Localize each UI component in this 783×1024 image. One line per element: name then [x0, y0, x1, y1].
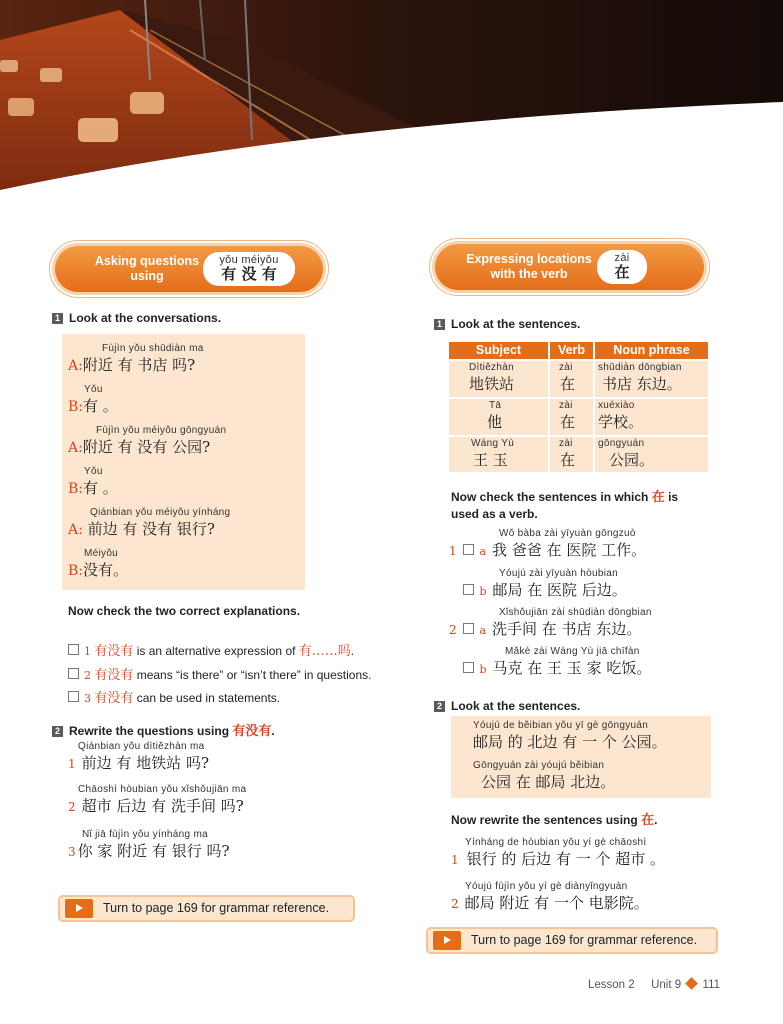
footer-unit: Unit 9: [651, 979, 682, 991]
section-title: Look at the conversations.: [69, 311, 222, 325]
conversation-box: [62, 334, 305, 590]
hanzi: 在: [560, 375, 576, 393]
section-heading-2: [434, 699, 580, 713]
item-number: 1: [68, 757, 76, 771]
section-heading-2: [52, 720, 275, 739]
hanzi: 你 家 附近 有 银行 吗?: [77, 842, 230, 860]
diamond-icon: [685, 977, 698, 990]
instruction-end: .: [654, 813, 658, 827]
option-text: is an alternative expression of: [133, 644, 299, 658]
instruction-hanzi: 在: [641, 813, 655, 828]
item-number: 2: [451, 897, 459, 911]
option-hanzi: 有没有: [94, 644, 134, 659]
pinyin: Fùjìn yǒu shūdiàn ma: [102, 343, 204, 354]
table-cell: [550, 399, 593, 435]
item-letter: b: [479, 585, 487, 598]
table-header: Noun phrase: [595, 342, 708, 359]
table-header: Verb: [550, 342, 593, 359]
section-number: 2: [434, 701, 445, 712]
pinyin: Yínháng de hòubian yǒu yí gè chāoshì: [465, 837, 647, 848]
instruction-text: Now check the sentences in which: [451, 490, 652, 504]
item-letter: a: [479, 624, 487, 637]
pinyin: Tā: [489, 400, 502, 411]
rewrite-instructions: [451, 809, 657, 828]
pinyin: Yóujú de běibian yǒu yī gè gōngyuán: [473, 720, 649, 731]
pill-pinyin: yǒu méiyǒu: [219, 254, 279, 266]
option-text: means “is there” or “isn’t there” in questions.: [133, 668, 372, 682]
checkbox[interactable]: [463, 623, 474, 634]
option-2[interactable]: [68, 664, 371, 683]
item-number: 1: [451, 853, 459, 867]
conversation-line: [68, 343, 204, 375]
option-hanzi: 有没有: [94, 668, 134, 683]
hanzi: 公园 在 邮局 北边。: [481, 773, 616, 791]
pinyin: Yǒu: [84, 384, 103, 395]
instruction-hanzi: 在: [651, 490, 665, 505]
option-hanzi-2: 有……吗: [298, 644, 351, 659]
hanzi: 邮局 附近 有 一个 电影院。: [464, 894, 649, 912]
checkbox[interactable]: [68, 691, 79, 702]
table-cell: [595, 399, 708, 435]
hanzi: 附近 有 书店 吗?: [82, 356, 196, 374]
hanzi: 书店 东边。: [602, 375, 682, 393]
play-arrow-icon: [433, 931, 461, 950]
pill-title-line2: with the verb: [490, 267, 568, 281]
pinyin: Qiánbian yǒu dìtiězhàn ma: [78, 741, 205, 752]
speaker-label: B:: [68, 563, 84, 579]
instruction-text: is: [664, 490, 679, 504]
section-heading-1: [434, 317, 580, 331]
play-arrow-icon: [65, 899, 93, 918]
option-hanzi: 有没有: [94, 691, 134, 706]
rewrite-item-2: [451, 881, 649, 913]
rewrite-item-3: [68, 829, 230, 861]
checkbox[interactable]: [68, 644, 79, 655]
footer-page-number: 111: [702, 979, 721, 991]
table-cell: [449, 437, 548, 472]
section-title: Rewrite the questions using: [69, 724, 233, 738]
table-cell: [595, 437, 708, 472]
hanzi: 邮局 的 北边 有 一 个 公园。: [473, 733, 667, 751]
hanzi: 附近 有 没有 公园?: [82, 438, 211, 456]
grammar-reference-link[interactable]: [427, 928, 717, 953]
table-cell: [449, 361, 548, 397]
item-number: 2: [68, 800, 76, 814]
item-number: 3: [68, 845, 76, 859]
sentence-2b[interactable]: [449, 646, 651, 678]
conversation-line: [68, 384, 118, 416]
option-3[interactable]: [68, 687, 280, 706]
pinyin: Yóujú zài yīyuàn hòubian: [499, 568, 618, 579]
night-traffic-photo: [0, 0, 783, 200]
hanzi: 学校。: [598, 413, 644, 431]
pinyin: Chāoshì hòubian yǒu xǐshǒujiān ma: [78, 784, 247, 795]
option-number: 1: [84, 645, 91, 658]
grammar-reference-text: Turn to page 169 for grammar reference.: [471, 933, 698, 947]
conversation-line: [68, 425, 226, 457]
table-cell: [550, 437, 593, 472]
table-cell: [595, 361, 708, 397]
hanzi: 前边 有 没有 银行?: [82, 520, 215, 538]
hanzi: 在: [560, 413, 576, 431]
checkbox[interactable]: [463, 662, 474, 673]
grammar-pill-zai: [435, 244, 704, 290]
footer-lesson: Lesson 2: [588, 979, 635, 991]
section-number: 2: [52, 726, 63, 737]
table-cell: [449, 399, 548, 435]
instruction-text: Now rewrite the sentences using: [451, 813, 642, 827]
example-sentence-2: [473, 760, 615, 792]
example-box: [451, 716, 711, 798]
hanzi: 邮局 在 医院 后边。: [492, 581, 627, 599]
check-instructions: Now check the two correct explanations.: [68, 604, 301, 618]
pill-title-line2: using: [130, 269, 164, 283]
pinyin: Dìtiězhàn: [469, 362, 514, 373]
pill-hanzi: 有 没 有: [221, 265, 277, 283]
speaker-label: B:: [68, 399, 84, 415]
hanzi: 超市 后边 有 洗手间 吗?: [81, 797, 244, 815]
pill-title-line1: Expressing locations: [466, 252, 592, 266]
example-sentence-1: [473, 720, 667, 752]
hanzi: 马克 在 王 玉 家 吃饭。: [492, 659, 652, 677]
pinyin: Xǐshǒujiān zài shūdiàn dōngbian: [499, 607, 652, 618]
pill-chinese-bubble: [597, 250, 647, 284]
hanzi: 在: [560, 451, 576, 469]
rewrite-item-2: [68, 784, 246, 816]
option-end: .: [350, 644, 355, 658]
option-number: 3: [84, 692, 91, 705]
conversation-line: [68, 548, 128, 580]
hanzi: 我 爸爸 在 医院 工作。: [492, 541, 647, 559]
item-number: 2: [449, 623, 457, 637]
hanzi: 洗手间 在 书店 东边。: [492, 620, 642, 638]
grammar-reference-link[interactable]: [59, 896, 354, 921]
table-header: Subject: [449, 342, 548, 359]
pill-title-line1: Asking questions: [94, 254, 200, 268]
conversation-line: [68, 466, 118, 498]
pinyin: Mǎkè zài Wáng Yù jiā chīfàn: [505, 646, 640, 657]
speaker-label: A:: [68, 522, 83, 538]
checkbox[interactable]: [463, 544, 474, 555]
pinyin: gōngyuán: [598, 438, 645, 449]
pinyin: Méiyǒu: [84, 548, 119, 559]
hanzi: 有 。: [83, 397, 118, 415]
hanzi: 他: [487, 413, 503, 431]
speaker-label: A:: [68, 358, 83, 374]
hanzi: 前边 有 地铁站 吗?: [81, 754, 209, 772]
instruction-text: used as a verb.: [451, 507, 538, 521]
item-letter: a: [479, 545, 487, 558]
checkbox[interactable]: [68, 668, 79, 679]
hanzi: 没有。: [83, 561, 129, 579]
rewrite-item-1: [451, 837, 665, 869]
section-title: Look at the sentences.: [451, 317, 581, 331]
pill-pinyin: zài: [614, 252, 630, 264]
section-title-hanzi: 有没有: [232, 724, 272, 739]
page-footer: [588, 979, 720, 991]
pinyin: Yǒu: [84, 466, 103, 477]
rewrite-item-1: [68, 741, 209, 773]
speaker-label: B:: [68, 481, 84, 497]
pill-chinese-bubble: [203, 252, 295, 286]
section-title: Look at the sentences.: [451, 699, 581, 713]
sentence-1b[interactable]: [449, 568, 627, 600]
section-heading-1: [52, 311, 221, 325]
section-number: 1: [52, 313, 63, 324]
pinyin: Wǒ bàba zài yīyuàn gōngzuò: [499, 528, 636, 539]
grammar-pill-you-meiyou: [55, 246, 323, 292]
pinyin: zài: [559, 400, 573, 411]
hanzi: 公园。: [609, 451, 655, 469]
pinyin: xuéxiào: [598, 400, 635, 411]
pinyin: Yóujú fùjìn yǒu yí gè diànyǐngyuàn: [465, 881, 628, 892]
sentence-2a[interactable]: [449, 607, 652, 639]
hanzi: 地铁站: [469, 375, 515, 393]
option-1[interactable]: [68, 640, 354, 659]
table-cell: [550, 361, 593, 397]
item-number: 1: [449, 544, 457, 558]
pinyin: zài: [559, 362, 573, 373]
hanzi: 银行 的 后边 有 一 个 超市 。: [466, 850, 666, 868]
hanzi: 有 。: [83, 479, 118, 497]
pill-hanzi: 在: [614, 263, 630, 281]
pinyin: Gōngyuán zài yóujú běibian: [473, 760, 605, 771]
sentence-1a[interactable]: [449, 528, 646, 560]
item-letter: b: [479, 663, 487, 676]
section-title-end: .: [271, 724, 275, 738]
option-text: can be used in statements.: [133, 691, 281, 705]
section-number: 1: [434, 319, 445, 330]
pinyin: zài: [559, 438, 573, 449]
option-number: 2: [84, 669, 91, 682]
pinyin: shūdiàn dōngbian: [598, 362, 682, 373]
pinyin: Nǐ jiā fùjìn yǒu yínháng ma: [82, 829, 208, 840]
hanzi: 王 玉: [473, 451, 508, 469]
check-instructions: [451, 489, 711, 523]
speaker-label: A:: [68, 440, 83, 456]
pinyin: Qiánbian yǒu méiyǒu yínháng: [90, 507, 231, 518]
conversation-line: [68, 507, 230, 539]
pinyin: Fùjìn yǒu méiyǒu gōngyuán: [96, 425, 227, 436]
checkbox[interactable]: [463, 584, 474, 595]
pinyin: Wáng Yù: [471, 438, 515, 449]
grammar-reference-text: Turn to page 169 for grammar reference.: [103, 901, 330, 915]
